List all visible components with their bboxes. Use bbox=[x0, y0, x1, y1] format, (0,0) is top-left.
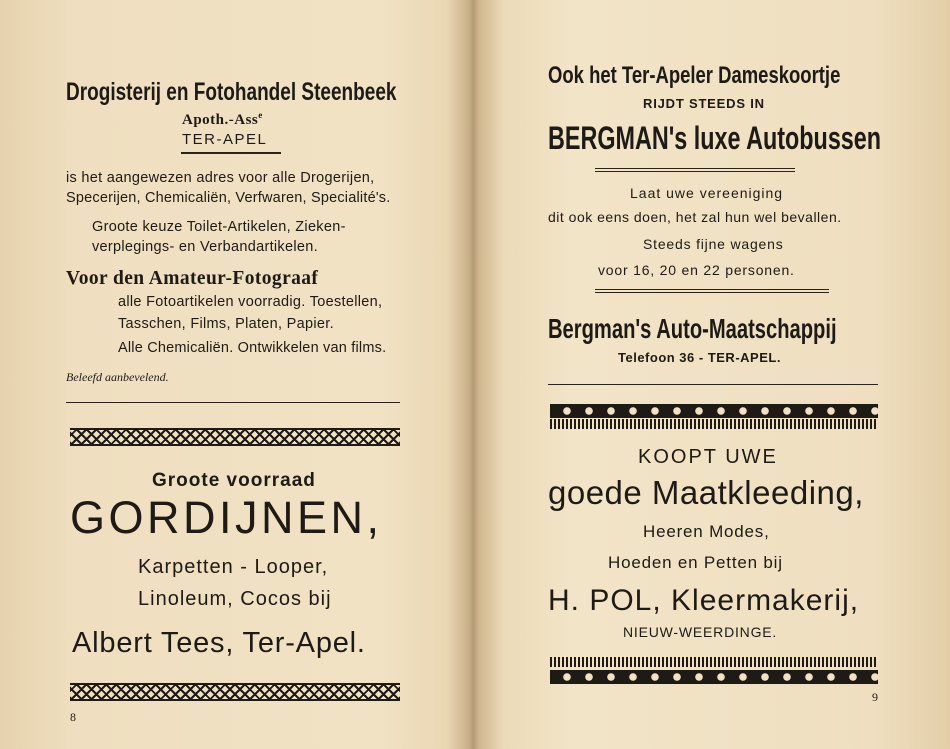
drogisterij-line-6: Tasschen, Films, Platen, Papier. bbox=[118, 316, 334, 332]
decorative-dots-bottom bbox=[550, 670, 878, 684]
bergman-line-6: voor 16, 20 en 22 personen. bbox=[598, 262, 795, 278]
bergman-line-2: RIJDT STEEDS IN bbox=[643, 96, 765, 111]
drogisterij-line-5: alle Fotoartikelen voorradig. Toestellen, bbox=[118, 294, 383, 310]
decorative-dots-top bbox=[550, 404, 878, 418]
bergman-line-1: Ook het Ter-Apeler Dameskoortje bbox=[548, 62, 841, 89]
drogisterij-line-2: Specerijen, Chemicaliën, Verfwaren, Specialité's. bbox=[66, 190, 391, 206]
decorative-band-bottom bbox=[550, 657, 878, 667]
bergman-line-3: Laat uwe vereeniging bbox=[630, 185, 784, 201]
decorative-border-top bbox=[70, 428, 400, 446]
drogisterij-closing: Beleefd aanbevelend. bbox=[66, 370, 169, 384]
bergman-contact: Telefoon 36 - TER-APEL. bbox=[618, 350, 781, 365]
drogisterij-title: Drogisterij en Fotohandel Steenbeek bbox=[66, 78, 397, 106]
bergman-section-divider bbox=[548, 384, 878, 385]
decorative-band-top bbox=[550, 419, 878, 429]
pol-line-1: KOOPT UWE bbox=[638, 446, 778, 468]
subtitle-superscript: e bbox=[258, 110, 263, 120]
bergman-rule-bottom-1 bbox=[595, 289, 829, 290]
pol-line-3: Hoeden en Petten bij bbox=[608, 553, 783, 572]
pol-line-2: Heeren Modes, bbox=[643, 522, 770, 541]
pol-place: NIEUW-WEERDINGE. bbox=[623, 624, 778, 640]
page-number-left: 8 bbox=[70, 710, 76, 724]
gordijnen-line-3: Linoleum, Cocos bij bbox=[138, 588, 332, 610]
gordijnen-name: Albert Tees, Ter-Apel. bbox=[72, 627, 366, 659]
subtitle-text: Apoth.-Ass bbox=[182, 112, 259, 128]
place-underline bbox=[181, 152, 281, 154]
decorative-border-bottom bbox=[70, 683, 400, 701]
left-page bbox=[0, 0, 470, 749]
bergman-rule-top-2 bbox=[595, 171, 795, 172]
bergman-rule-top-1 bbox=[595, 168, 795, 169]
bergman-line-4: dit ook eens doen, het zal hun wel bevallen. bbox=[548, 209, 842, 225]
gordijnen-line-1: Groote voorraad bbox=[152, 470, 316, 491]
right-page bbox=[478, 0, 950, 749]
pol-name: H. POL, Kleermakerij, bbox=[548, 584, 860, 617]
bergman-rule-bottom-2 bbox=[595, 292, 829, 293]
amateur-heading: Voor den Amateur-Fotograaf bbox=[66, 268, 319, 289]
drogisterij-line-1: is het aangewezen adres voor alle Drogerijen, bbox=[66, 170, 375, 186]
bergman-line-5: Steeds fijne wagens bbox=[643, 236, 784, 252]
drogisterij-subtitle bbox=[182, 110, 263, 129]
pol-big: goede Maatkleeding, bbox=[548, 474, 864, 511]
bergman-company: Bergman's Auto-Maatschappij bbox=[548, 313, 837, 344]
section-divider bbox=[66, 402, 400, 403]
gordijnen-line-2: Karpetten - Looper, bbox=[138, 556, 329, 578]
page-number-right: 9 bbox=[872, 690, 878, 704]
drogisterij-place: TER-APEL bbox=[182, 131, 268, 148]
bergman-big: BERGMAN's luxe Autobussen bbox=[548, 120, 882, 156]
drogisterij-line-3: Groote keuze Toilet-Artikelen, Zieken- bbox=[92, 219, 346, 235]
gordijnen-big: GORDIJNEN, bbox=[70, 492, 383, 543]
drogisterij-line-7: Alle Chemicaliën. Ontwikkelen van films. bbox=[118, 340, 387, 356]
drogisterij-line-4: verplegings- en Verbandartikelen. bbox=[92, 239, 318, 255]
